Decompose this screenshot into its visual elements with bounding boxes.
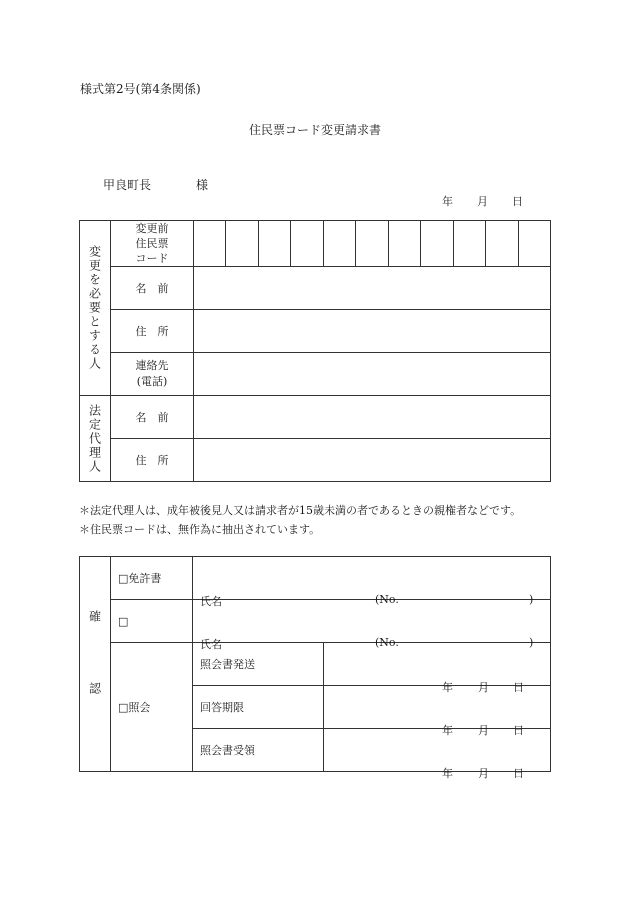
license-name-label: 氏名 <box>200 595 222 608</box>
other-checkbox[interactable]: □ <box>111 600 193 643</box>
deadline-month: 月 <box>478 724 489 737</box>
name-field[interactable] <box>194 267 551 310</box>
reply-deadline-label: 回答期限 <box>193 686 324 729</box>
code-digit-3[interactable] <box>258 221 290 267</box>
license-no-open: (No. <box>375 593 399 606</box>
row-name-label: 名 前 <box>111 267 194 310</box>
send-year: 年 <box>442 681 453 694</box>
code-digit-11[interactable] <box>518 221 550 267</box>
request-table <box>79 220 551 482</box>
deadline-day: 日 <box>513 724 524 737</box>
send-day: 日 <box>513 681 524 694</box>
license-checkbox[interactable]: □免許書 <box>111 557 193 600</box>
row-address-label: 住 所 <box>111 310 194 353</box>
receive-month: 月 <box>478 767 489 780</box>
other-name-label: 氏名 <box>200 638 222 651</box>
form-number: 様式第2号(第4条関係) <box>80 82 201 96</box>
confirmation-table <box>79 556 551 780</box>
deadline-year: 年 <box>442 724 453 737</box>
contact-field[interactable] <box>194 353 551 396</box>
code-digit-10[interactable] <box>486 221 518 267</box>
date-day: 日 <box>512 195 523 208</box>
note-1: ＊法定代理人は、成年被後見人又は請求者が15歳未満の者であるときの親権者などです。 <box>79 504 522 517</box>
group-agent-label: 法定代理人 <box>80 396 111 482</box>
agent-address-field[interactable] <box>194 439 551 482</box>
row-contact-label: 連絡先 (電話) <box>111 353 194 396</box>
agent-name-label: 名 前 <box>111 396 194 439</box>
addressee: 甲良町長 <box>103 178 152 192</box>
code-digit-4[interactable] <box>291 221 323 267</box>
inquiry-send-date[interactable] <box>324 643 551 694</box>
code-digit-7[interactable] <box>388 221 420 267</box>
inquiry-checkbox[interactable]: □照会 <box>111 643 193 772</box>
page-title: 住民票コード変更請求書 <box>248 123 381 137</box>
agent-address-label: 住 所 <box>111 439 194 482</box>
other-no-close: ) <box>529 636 534 649</box>
note-2: ＊住民票コードは、無作為に抽出されています。 <box>79 523 321 536</box>
honorific: 様 <box>196 178 209 192</box>
group-person-label: 変更を必要とする人 <box>80 221 111 396</box>
code-digit-2[interactable] <box>226 221 258 267</box>
inquiry-send-label: 照会書発送 <box>193 643 324 686</box>
inquiry-receive-label: 照会書受領 <box>193 729 324 772</box>
receive-year: 年 <box>442 767 453 780</box>
code-digit-8[interactable] <box>421 221 453 267</box>
agent-name-field[interactable] <box>194 396 551 439</box>
row-code-label: 変更前 住民票 コード <box>111 221 194 267</box>
date-month: 月 <box>477 195 488 208</box>
code-digit-1[interactable] <box>194 221 226 267</box>
code-digit-6[interactable] <box>356 221 388 267</box>
license-no-close: ) <box>529 593 534 606</box>
receive-day: 日 <box>513 767 524 780</box>
date-year: 年 <box>442 195 453 208</box>
other-name-row <box>193 600 551 651</box>
send-month: 月 <box>478 681 489 694</box>
code-digit-5[interactable] <box>323 221 355 267</box>
other-no-open: (No. <box>375 636 399 649</box>
address-field[interactable] <box>194 310 551 353</box>
license-name-row <box>193 557 551 608</box>
confirm-label: 確 認 <box>80 557 111 772</box>
code-digit-9[interactable] <box>453 221 485 267</box>
